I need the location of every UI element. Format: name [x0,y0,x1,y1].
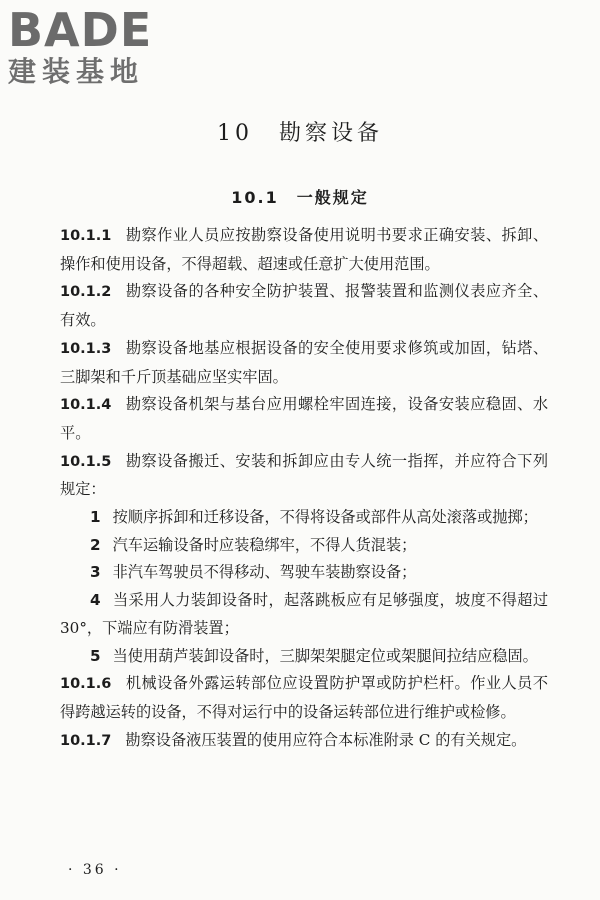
item-text: 当采用人力装卸设备时，起落跳板应有足够强度，坡度不得超过 30°，下端应有防滑装置； [60,591,548,637]
clause-text: 勘察设备搬迁、安装和拆卸应由专人统一指挥，并应符合下列规定： [60,451,548,499]
clause-text: 勘察设备机架与基台应用螺栓牢固连接，设备安装应稳固、水平。 [60,395,548,442]
item-text: 按顺序拆卸和迁移设备，不得将设备或部件从高处滚落或抛掷； [112,508,538,527]
clause-10-1-2 [60,278,548,334]
list-item [60,559,548,587]
clause-10-1-5 [60,448,548,504]
clause-text: 勘察设备液压装置的使用应符合本标准附录 C 的有关规定。 [125,730,527,749]
list-item [60,643,548,671]
item-text: 当使用葫芦装卸设备时，三脚架架腿定位或架腿间拉结应稳固。 [112,646,538,665]
bade-logo [8,3,178,88]
clause-10-1-6 [60,670,548,726]
list-item [60,587,548,642]
clause-number: 10.1.6 [60,676,112,693]
clause-number: 10.1.1 [60,228,112,244]
clause-number: 10.1.2 [60,284,112,301]
item-number: 2 [90,535,101,554]
item-number: 1 [90,508,101,527]
chapter-title: 10 勘察设备 [217,121,383,146]
clause-10-1-3 [60,335,548,391]
clause-number: 10.1.7 [60,732,112,749]
page-number: · 36 · [68,862,122,878]
clause-number: 10.1.4 [60,397,112,414]
logo-wordmark: BADE [8,3,153,57]
item-text: 汽车运输设备时应装稳绑牢，不得人货混装； [112,535,417,554]
section-title: 10.1 一般规定 [231,188,369,207]
document-body [60,222,548,755]
clause-10-1-4 [60,391,548,447]
logo-chinese-name: 建装基地 [8,55,145,88]
clause-text: 勘察作业人员应按勘察设备使用说明书要求正确安装、拆卸、操作和使用设备，不得超载、超速或任意扩大使用范围。 [60,226,548,273]
list-item [60,532,548,560]
item-number: 5 [90,646,101,665]
list-item [60,504,548,532]
clause-text: 勘察设备地基应根据设备的安全使用要求修筑或加固，钻塔、三脚架和千斤顶基础应坚实牢固。 [60,338,548,386]
item-text: 非汽车驾驶员不得移动、驾驶车装勘察设备； [112,563,417,582]
item-number: 3 [90,563,101,582]
item-number: 4 [90,591,101,610]
clause-text: 勘察设备的各种安全防护装置、报警装置和监测仪表应齐全、有效。 [60,282,548,330]
clause-10-1-7 [60,727,548,756]
clause-number: 10.1.5 [60,453,112,470]
clause-number: 10.1.3 [60,340,112,357]
clause-10-1-1 [60,222,548,278]
clause-text: 机械设备外露运转部位应设置防护罩或防护栏杆。作业人员不得跨越运转的设备，不得对运行中的设备运转部位进行维护或检修。 [60,674,548,721]
